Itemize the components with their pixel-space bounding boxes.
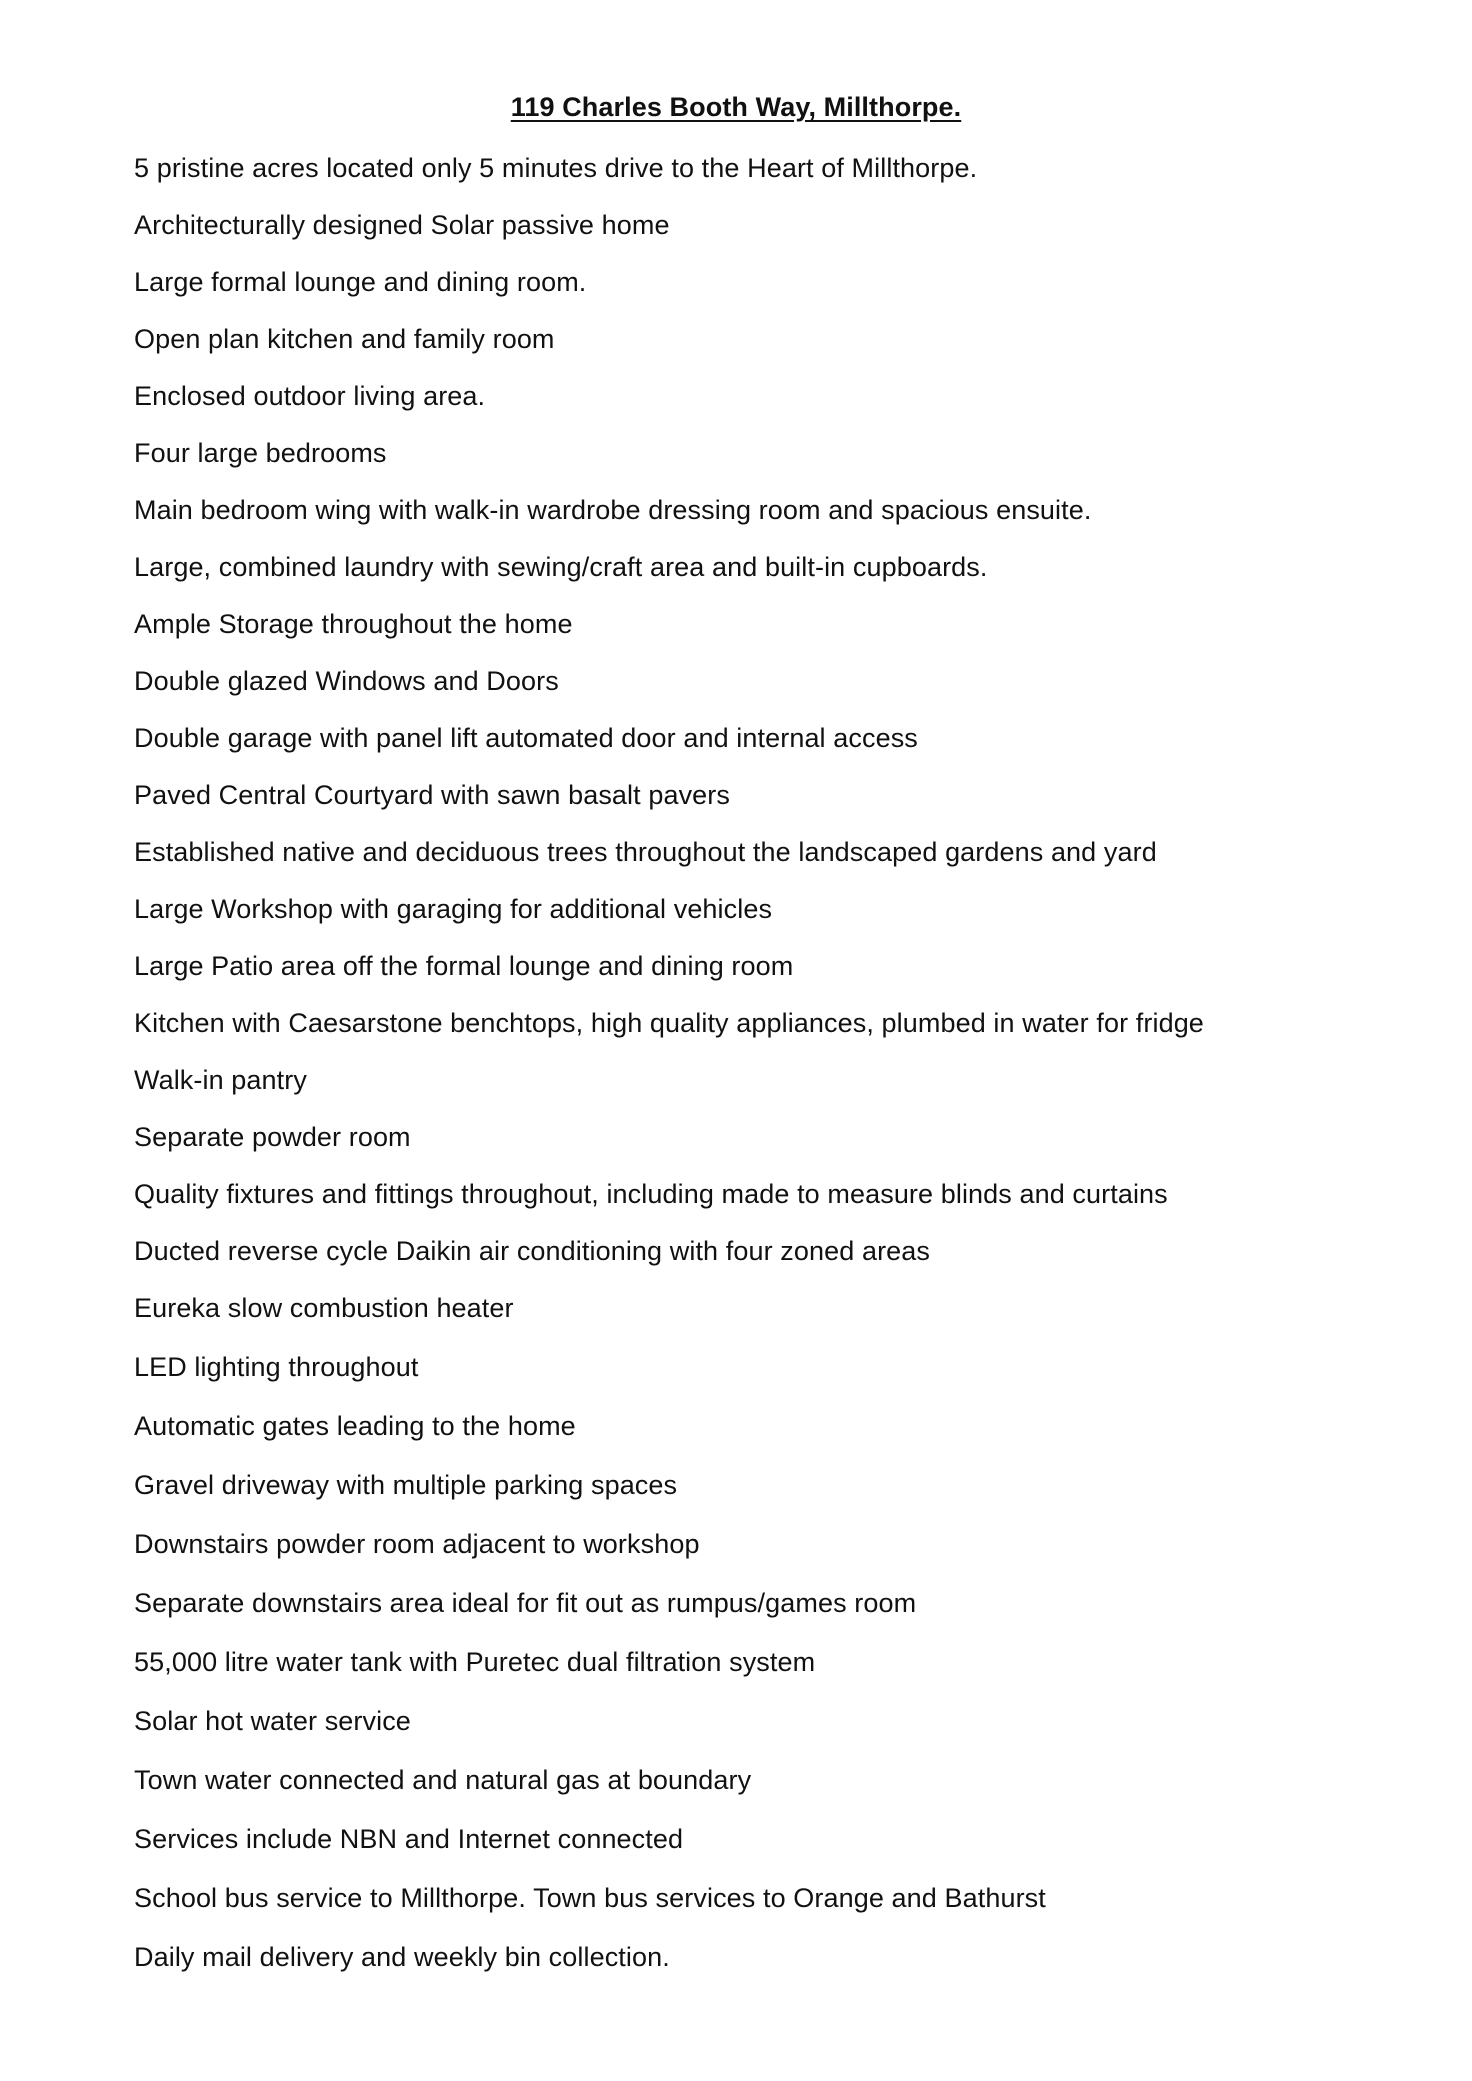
feature-item: Ample Storage throughout the home (134, 609, 573, 639)
feature-item: Enclosed outdoor living area. (134, 381, 486, 411)
feature-item: Separate downstairs area ideal for fit out as rumpus/games room (134, 1588, 917, 1618)
feature-item: Double garage with panel lift automated door and internal access (134, 723, 918, 753)
feature-item: Solar hot water service (134, 1706, 411, 1736)
feature-item: Four large bedrooms (134, 438, 387, 468)
feature-item: Automatic gates leading to the home (134, 1411, 576, 1441)
feature-item: Ducted reverse cycle Daikin air conditioning with four zoned areas (134, 1236, 930, 1266)
feature-item: Town water connected and natural gas at boundary (134, 1765, 752, 1795)
feature-item: Main bedroom wing with walk-in wardrobe dressing room and spacious ensuite. (134, 495, 1092, 525)
feature-item: Services include NBN and Internet connected (134, 1824, 684, 1854)
feature-item: Double glazed Windows and Doors (134, 666, 559, 696)
feature-item: LED lighting throughout (134, 1352, 419, 1382)
feature-item: 5 pristine acres located only 5 minutes drive to the Heart of Millthorpe. (134, 153, 978, 183)
feature-item: Large Patio area off the formal lounge and dining room (134, 951, 794, 981)
feature-item: Kitchen with Caesarstone benchtops, high quality appliances, plumbed in water for fridge (134, 1008, 1204, 1038)
feature-item: Paved Central Courtyard with sawn basalt pavers (134, 780, 730, 810)
feature-item: Open plan kitchen and family room (134, 324, 555, 354)
feature-item: Large formal lounge and dining room. (134, 267, 587, 297)
feature-item: Downstairs powder room adjacent to workshop (134, 1529, 700, 1559)
feature-item: Architecturally designed Solar passive home (134, 210, 670, 240)
feature-list (134, 150, 1204, 1998)
feature-item: Quality fixtures and fittings throughout, including made to measure blinds and curtains (134, 1179, 1168, 1209)
feature-item: Large, combined laundry with sewing/craft area and built-in cupboards. (134, 552, 988, 582)
feature-item: Large Workshop with garaging for additional vehicles (134, 894, 773, 924)
feature-item: Eureka slow combustion heater (134, 1293, 514, 1323)
feature-item: Established native and deciduous trees throughout the landscaped gardens and yard (134, 837, 1157, 867)
feature-item: 55,000 litre water tank with Puretec dual filtration system (134, 1647, 816, 1677)
feature-item: Separate powder room (134, 1122, 411, 1152)
feature-item: Walk-in pantry (134, 1065, 307, 1095)
feature-item: Gravel driveway with multiple parking spaces (134, 1470, 678, 1500)
document-title: 119 Charles Booth Way, Millthorpe. (510, 92, 962, 122)
feature-item: School bus service to Millthorpe. Town bus services to Orange and Bathurst (134, 1883, 1046, 1913)
feature-item: Daily mail delivery and weekly bin collection. (134, 1942, 670, 1972)
